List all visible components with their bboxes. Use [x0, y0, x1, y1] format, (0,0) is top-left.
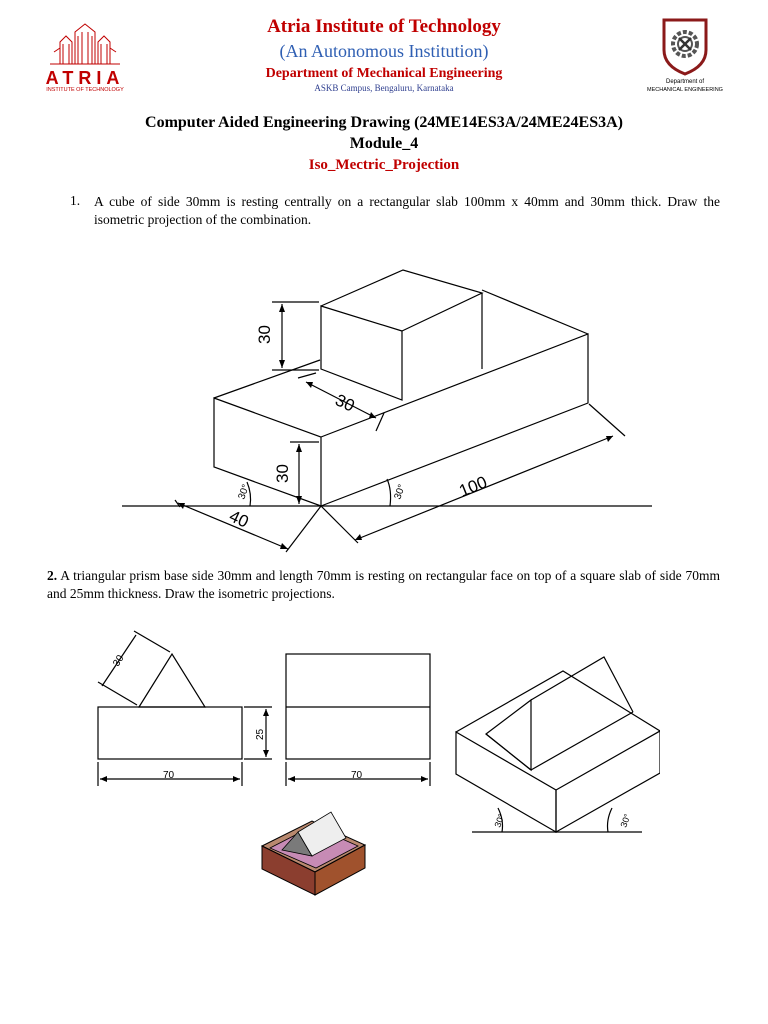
fig2-angle-left-label: 30° — [492, 812, 507, 829]
question-1-text: A cube of side 30mm is resting centrally on a rectangular slab 100mm x 40mm and 30mm thick. Draw the isometric projection of the combination. — [94, 194, 720, 227]
figure-1-isometric — [110, 260, 670, 560]
fig1-angle-left-label: 30° — [236, 483, 252, 502]
atria-logo-subtext: INSTITUTE OF TECHNOLOGY — [46, 87, 124, 93]
atria-logo-text: ATRIA — [45, 68, 125, 88]
fig2-prism-side-label: 30 — [111, 653, 127, 669]
mech-logo-line2: MECHANICAL ENGINEERING — [647, 87, 723, 93]
fig1-slab-height-label: 30 — [273, 464, 292, 483]
figure-2-isometric — [445, 650, 660, 840]
fig1-cube-side-label: 30 — [332, 390, 358, 416]
question-1-number: 1. — [70, 193, 81, 208]
fig1-cube-height-label: 30 — [255, 325, 274, 344]
institution-subtitle: (An Autonomous Institution) — [279, 41, 489, 61]
department-name: Department of Mechanical Engineering — [265, 66, 503, 81]
fig1-slab-width-label: 40 — [226, 506, 252, 532]
fig2-slab-thickness-label: 25 — [255, 728, 266, 740]
figure-2-front-view — [90, 625, 280, 790]
fig2-top-width-label: 70 — [351, 770, 363, 781]
mech-logo-line1: Department of — [665, 79, 705, 85]
topic-label: Iso_Mectric_Projection — [308, 157, 460, 173]
figure-2-3d-model — [255, 805, 375, 900]
question-2-number: 2. — [47, 568, 58, 583]
campus-address: ASKB Campus, Bengaluru, Karnataka — [314, 83, 454, 93]
question-2-body: A triangular prism base side 30mm and length 70mm is resting on rectangular face on top of a square slab of side 70mm and 25mm thickness. Draw the isometric projections. — [47, 568, 720, 601]
fig1-angle-right-label: 30° — [392, 483, 408, 502]
fig2-angle-right-label: 30° — [618, 812, 633, 829]
institution-name: Atria Institute of Technology — [267, 16, 501, 37]
document-title: Computer Aided Engineering Drawing (24ME14ES3A/24ME24ES3A) — [145, 114, 623, 131]
module-label: Module_4 — [349, 135, 419, 152]
fig1-slab-length-label: 100 — [456, 472, 490, 501]
fig2-front-width-label: 70 — [163, 770, 175, 781]
figure-2-top-view — [280, 650, 440, 790]
question-2-text — [47, 567, 720, 603]
